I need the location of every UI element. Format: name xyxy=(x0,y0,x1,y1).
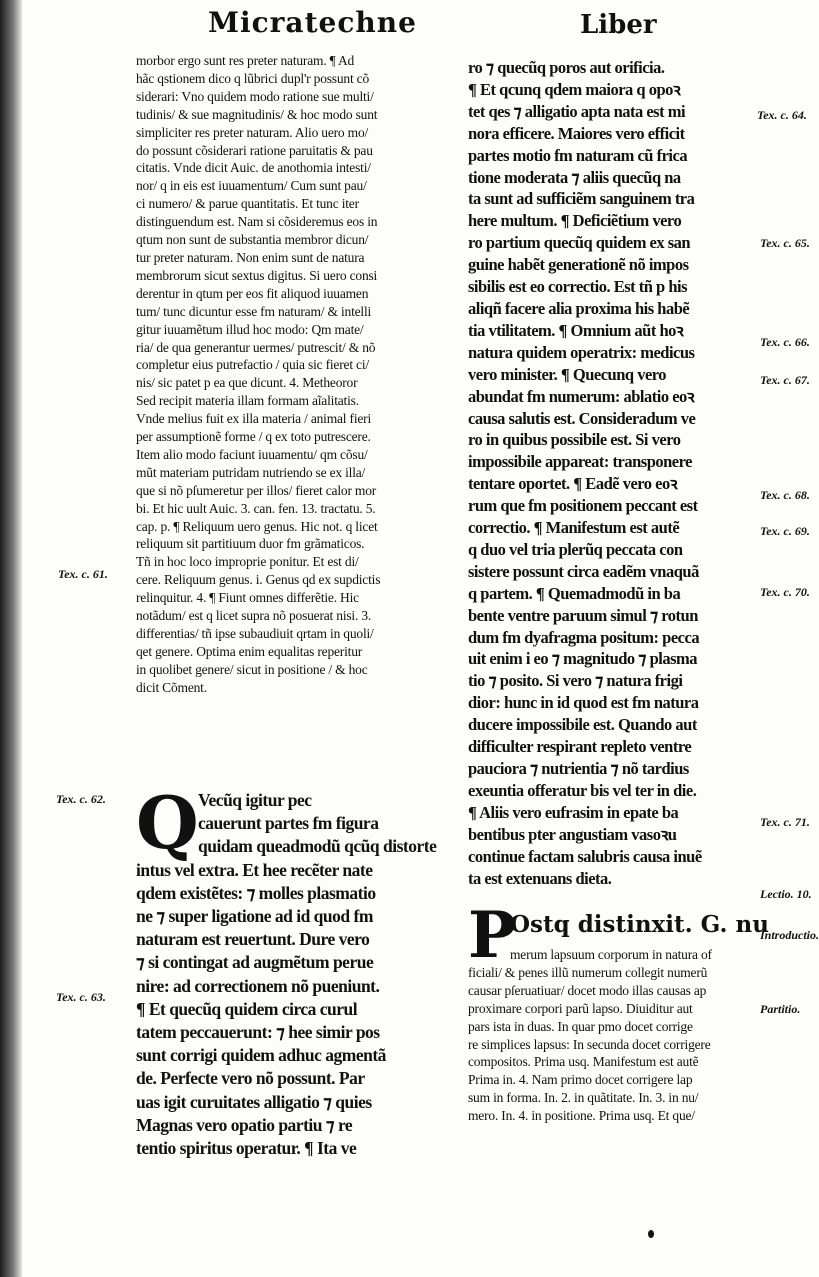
text-line: tentare oportet. ¶ Eadẽ vero eoꝛ xyxy=(468,474,678,494)
text-line: tione moderata ⁊ aliis quecũq na xyxy=(468,167,681,187)
commentary-line: re simplices lapsus: In secunda docet corrigere xyxy=(468,1036,711,1052)
text-line: natura quidem operatrix: medicus xyxy=(468,342,695,362)
commentary-line: notãdum/ est q licet supra nõ posuerat nisi. 3. xyxy=(136,608,372,624)
margin-note-tex-70: Tex. c. 70. xyxy=(760,585,810,599)
right-commentary xyxy=(468,946,712,1125)
text-line: quidam queadmodũ qcũq distorte xyxy=(198,836,437,857)
commentary-heading: Ostq distinxit. G. nu xyxy=(510,911,769,938)
text-line: q duo vel tria plerũq peccata con xyxy=(468,539,683,559)
text-line: de. Perfecte vero nõ possunt. Par xyxy=(136,1068,365,1089)
text-line: ne ⁊ super ligatione ad id quod fm xyxy=(136,906,373,927)
commentary-line: qet genere. Optima enim equalitas reperitur xyxy=(136,643,363,659)
text-line: nora efficere. Maiores vero efficit xyxy=(468,123,685,143)
text-line: ¶ Aliis vero eufrasim in epate ba xyxy=(468,802,679,822)
right-main-text xyxy=(468,57,702,889)
text-line: sistere possunt circa eadẽm vnaquã xyxy=(468,561,699,581)
commentary-line: cap. p. ¶ Reliquum uero genus. Hic not. q licet xyxy=(136,518,378,534)
commentary-line: relinquitur. 4. ¶ Fiunt omnes differẽtie. Hic xyxy=(136,590,359,606)
text-line: dum fm dyafragma positum: pecca xyxy=(468,627,700,647)
text-line: rum que fm positionem peccant est xyxy=(468,496,698,516)
commentary-line: distinguendum est. Nam si cõsideremus eos in xyxy=(136,214,378,230)
text-line: ro partium quecũq quidem ex san xyxy=(468,233,691,253)
commentary-line: sum in forma. In. 2. in quãtitate. In. 3. in nu/ xyxy=(468,1090,699,1106)
running-header xyxy=(0,0,800,50)
text-line: bentibus pter angustiam vasoꝛu xyxy=(468,824,677,844)
text-line: vero minister. ¶ Quecunq vero xyxy=(468,364,667,384)
commentary-line: nis/ sic patet p ea que dicunt. 4. Metheoror xyxy=(136,375,358,391)
left-commentary-top xyxy=(136,52,380,697)
commentary-line: dicit Cõment. xyxy=(136,679,207,695)
text-line: q partem. ¶ Quemadmodũ in ba xyxy=(468,583,681,603)
commentary-line: Sed recipit materia illam formam aĩalitatis. xyxy=(136,393,359,409)
text-line: uas igit curuitates alligatio ⁊ quies xyxy=(136,1091,372,1112)
commentary-line: proximare corpori parũ lapso. Diuiditur aut xyxy=(468,1000,693,1016)
commentary-line: ria/ de qua generantur uermes/ putrescit/ & nõ xyxy=(136,339,376,355)
commentary-line: ficiali/ & penes illũ numerum collegit numerũ xyxy=(468,964,708,980)
text-line: uit enim i eo ⁊ magnitudo ⁊ plasma xyxy=(468,649,698,669)
commentary-line: cere. Reliquum genus. i. Genus qd ex supdictis xyxy=(136,572,381,588)
page-gutter-shadow xyxy=(0,0,22,1277)
commentary-line: Item alio modo faciunt iuuamentu/ qm cõsu/ xyxy=(136,446,368,462)
text-line: here multum. ¶ Deficiẽtium vero xyxy=(468,211,682,231)
commentary-line: derentur in qtum per eos fit aliquod iuuamen xyxy=(136,285,369,301)
commentary-line: hãc qstionem dico q lũbrici dupl'r possunt cõ xyxy=(136,70,370,86)
text-line: tio ⁊ posito. Si vero ⁊ natura frigi xyxy=(468,671,683,691)
text-line: tia vtilitatem. ¶ Omnium aũt hoꝛ xyxy=(468,320,684,340)
commentary-line: membrorum sicut sextus digitus. Si uero consi xyxy=(136,267,378,283)
commentary-line: que si nõ pſumeretur per illos/ fieret calor mor xyxy=(136,482,377,498)
text-line: tatem peccauerunt: ⁊ hee simir pos xyxy=(136,1022,380,1043)
text-line: dior: hunc in id quod est fm natura xyxy=(468,693,699,713)
commentary-line: tum/ tunc dicuntur esse fm naturam/ & intelli xyxy=(136,303,372,319)
text-line: ¶ Et qcunq qdem maiora q opoꝛ xyxy=(468,79,681,99)
drop-cap-q: Q xyxy=(136,780,199,865)
margin-note-tex-69: Tex. c. 69. xyxy=(760,524,810,538)
text-line: tentio spiritus operatur. ¶ Ita ve xyxy=(136,1138,357,1159)
margin-note-tex-71: Tex. c. 71. xyxy=(760,815,810,829)
margin-note-tex-68: Tex. c. 68. xyxy=(760,488,810,502)
text-line: abundat fm numerum: ablatio eoꝛ xyxy=(468,386,695,406)
margin-note-tex-63: Tex. c. 63. xyxy=(56,990,106,1004)
commentary-line: reliquum sit partitiuum duor fm grãmaticos. xyxy=(136,536,365,552)
commentary-line: qtum non sunt de substantia membror dicun/ xyxy=(136,232,369,248)
margin-note-tex-67: Tex. c. 67. xyxy=(760,373,810,387)
margin-note-tex-65: Tex. c. 65. xyxy=(760,236,810,250)
margin-note-tex-62: Tex. c. 62. xyxy=(56,792,106,806)
commentary-line: Prima in. 4. Nam primo docet corrigere lap xyxy=(468,1072,693,1088)
text-line: ducere impossibile est. Quando aut xyxy=(468,715,697,735)
text-line: intus vel extra. Et hee recẽter nate xyxy=(136,859,373,880)
text-line: impossibile appareat: transponere xyxy=(468,452,692,472)
text-line: sunt corrigi quidem adhuc agmentã xyxy=(136,1045,386,1066)
commentary-line: Tñ in hoc loco improprie ponitur. Et est di/ xyxy=(136,554,359,570)
text-line: ¶ Et quecũq quidem circa curul xyxy=(136,998,358,1019)
commentary-line: do possunt cõsiderari ratione paruitatis & pau xyxy=(136,142,373,158)
margin-note-tex-64: Tex. c. 64. xyxy=(757,108,807,122)
commentary-line: pars ista in duas. In quar pmo docet corrige xyxy=(468,1018,693,1034)
commentary-line: simpliciter res preter naturam. Alio uero mo/ xyxy=(136,124,369,140)
text-line: partes motio fm naturam cũ frica xyxy=(468,145,688,165)
text-line: pauciora ⁊ nutrientia ⁊ nõ tardius xyxy=(468,759,689,778)
text-line: continue factam salubris causa inuẽ xyxy=(468,846,702,866)
commentary-line: in quolibet genere/ sicut in positione / & hoc xyxy=(136,661,368,677)
commentary-line: ci numero/ & parue quantitatis. Et tunc iter xyxy=(136,196,359,212)
text-line: exeuntia offeratur bis vel ter in die. xyxy=(468,780,697,800)
text-line: difficulter respirant repleto ventre xyxy=(468,737,692,757)
margin-note-lectio: Lectio. 10. xyxy=(760,887,812,901)
text-line: sibilis est eo correctio. Est tñ p his xyxy=(468,277,688,297)
left-main-text xyxy=(136,780,446,1160)
margin-note-tex-66: Tex. c. 66. xyxy=(760,335,810,349)
commentary-line: completur eius putrefactio / quia sic fieret ci/ xyxy=(136,357,369,373)
running-title-right: Liber xyxy=(580,10,657,40)
text-line: ro ⁊ quecũq poros aut orificia. xyxy=(468,58,665,77)
margin-note-introductio: Introductio. xyxy=(760,928,819,942)
text-line: tet qes ⁊ alligatio apta nata est mi xyxy=(468,101,686,121)
text-line: causa salutis est. Consideradum ve xyxy=(468,408,696,428)
text-line: ro in quibus possibile est. Si vero xyxy=(468,430,681,450)
commentary-line: nor/ q in eis est iuuamentum/ Cum sunt pau/ xyxy=(136,178,367,194)
text-line: ta est extenuans dieta. xyxy=(468,868,612,888)
text-line: bente ventre paruum simul ⁊ rotun xyxy=(468,605,698,625)
text-line: Magnas vero opatio partiu ⁊ re xyxy=(136,1114,353,1135)
commentary-line: differentias/ tñ ipse subaudiuit qrtam in quoli/ xyxy=(136,626,374,641)
text-line: naturam est reuertunt. Dure vero xyxy=(136,929,370,950)
commentary-line: mero. In. 4. in positione. Prima usq. Et que/ xyxy=(468,1108,695,1124)
commentary-line: mũt materiam putridam nutriendo se ex illa/ xyxy=(136,464,366,480)
text-line: ta sunt ad sufficiẽm sanguinem tra xyxy=(468,189,695,209)
text-line: correctio. ¶ Manifestum est autẽ xyxy=(468,518,680,538)
commentary-line: tudinis/ & sue magnitudinis/ & hoc modo sunt xyxy=(136,106,378,122)
text-line: qdem existẽtes: ⁊ molles plasmatio xyxy=(136,882,376,903)
text-line: aliqñ facere alia proxima his habẽ xyxy=(468,298,690,318)
margin-note-tex-61: Tex. c. 61. xyxy=(58,567,108,581)
running-title-left: Micratechne xyxy=(208,6,417,39)
drop-cap-p: P xyxy=(468,898,517,973)
text-line: Vecũq igitur pec xyxy=(198,790,312,810)
text-line: guine habẽt generationẽ nõ impos xyxy=(468,255,689,275)
commentary-line: merum lapsuum corporum in natura of xyxy=(510,947,712,962)
commentary-line: bi. Et hic uult Auic. 3. can. fen. 13. tractatu. 5. xyxy=(136,500,376,516)
commentary-line: gitur iuuamẽtum illud hoc modo: Qm mate/ xyxy=(136,321,364,337)
page-dot-ornament xyxy=(648,1230,654,1238)
commentary-line: tur preter naturam. Non enim sunt de natura xyxy=(136,249,365,265)
commentary-line: siderari: Vno quidem modo ratione sue multi/ xyxy=(136,88,374,104)
margin-note-partitio: Partitio. xyxy=(760,1002,801,1016)
commentary-line: citatis. Vnde dicit Auic. de anothomia intesti/ xyxy=(136,160,371,176)
commentary-line: causar pſeruatiuar/ docet modo illas causas ap xyxy=(468,982,707,998)
commentary-line: Vnde melius fuit ex illa materia / animal fieri xyxy=(136,411,372,427)
text-line: cauerunt partes fm figura xyxy=(198,813,379,834)
commentary-line: compositos. Prima usq. Manifestum est autẽ xyxy=(468,1054,699,1070)
commentary-line: morbor ergo sunt res preter naturam. ¶ Ad xyxy=(136,53,355,68)
text-line: ⁊ si contingat ad augmẽtum perue xyxy=(136,952,374,973)
text-line: nire: ad correctionem nõ pueniunt. xyxy=(136,975,380,996)
commentary-line: per assumptionẽ forme / q ex toto putrescere. xyxy=(136,429,371,445)
